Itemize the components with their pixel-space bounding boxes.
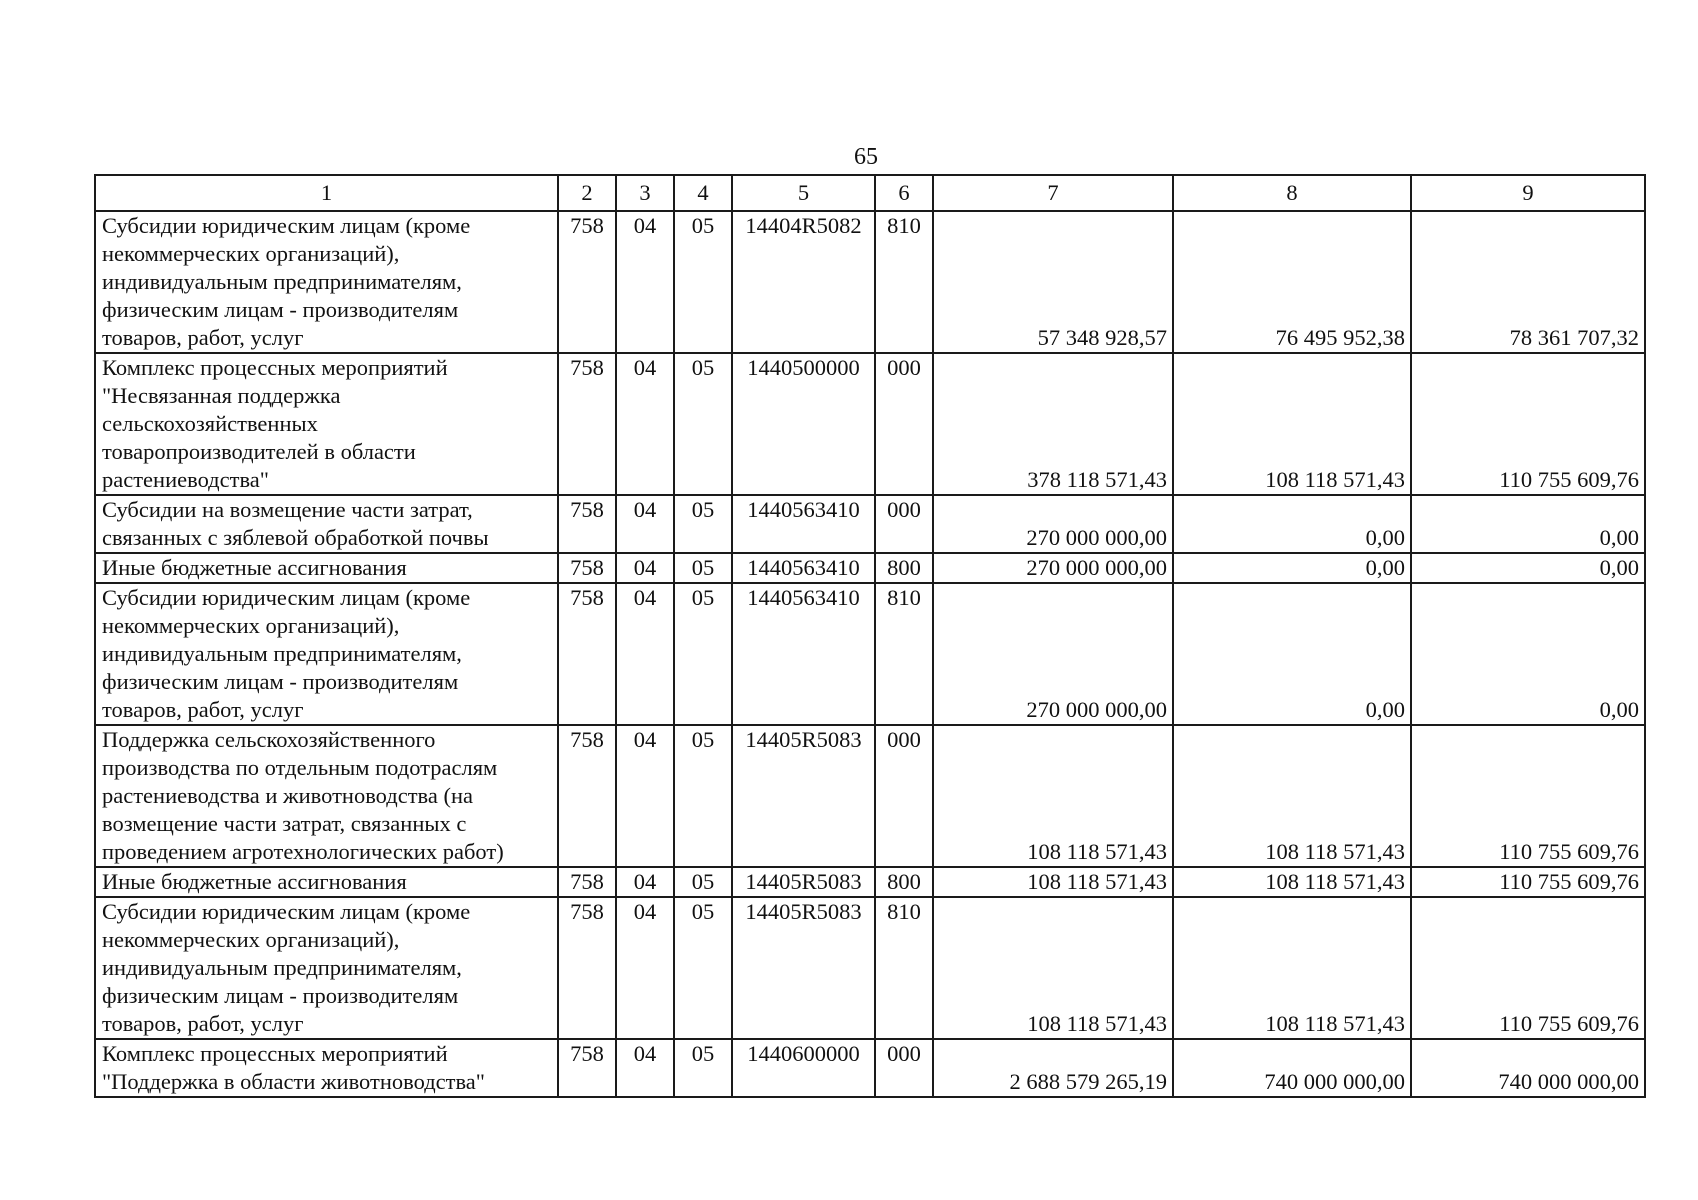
row-col-6: 000 bbox=[875, 495, 933, 553]
row-col-5: 1440563410 bbox=[732, 495, 875, 553]
row-amount-7: 378 118 571,43 bbox=[933, 353, 1173, 495]
row-amount-9: 740 000 000,00 bbox=[1411, 1039, 1645, 1097]
row-amount-8: 108 118 571,43 bbox=[1173, 897, 1411, 1039]
table-row bbox=[95, 1039, 1645, 1097]
row-col-5: 1440563410 bbox=[732, 583, 875, 725]
row-amount-7: 270 000 000,00 bbox=[933, 495, 1173, 553]
header-cell-2: 2 bbox=[558, 175, 616, 211]
header-cell-6: 6 bbox=[875, 175, 933, 211]
row-col-2: 758 bbox=[558, 211, 616, 353]
row-amount-9: 0,00 bbox=[1411, 583, 1645, 725]
row-col-3: 04 bbox=[616, 553, 674, 583]
row-col-4: 05 bbox=[674, 583, 732, 725]
row-amount-8: 108 118 571,43 bbox=[1173, 725, 1411, 867]
table-row bbox=[95, 553, 1645, 583]
row-col-5: 1440500000 bbox=[732, 353, 875, 495]
row-amount-7: 270 000 000,00 bbox=[933, 583, 1173, 725]
row-col-2: 758 bbox=[558, 583, 616, 725]
row-amount-8: 108 118 571,43 bbox=[1173, 867, 1411, 897]
row-col-3: 04 bbox=[616, 725, 674, 867]
row-col-5: 14405R5083 bbox=[732, 867, 875, 897]
row-col-3: 04 bbox=[616, 353, 674, 495]
row-amount-7: 2 688 579 265,19 bbox=[933, 1039, 1173, 1097]
row-col-4: 05 bbox=[674, 897, 732, 1039]
row-col-6: 810 bbox=[875, 583, 933, 725]
row-amount-9: 78 361 707,32 bbox=[1411, 211, 1645, 353]
header-cell-8: 8 bbox=[1173, 175, 1411, 211]
row-col-5: 14405R5083 bbox=[732, 897, 875, 1039]
header-cell-9: 9 bbox=[1411, 175, 1645, 211]
row-col-4: 05 bbox=[674, 553, 732, 583]
table-row bbox=[95, 583, 1645, 725]
row-col-2: 758 bbox=[558, 867, 616, 897]
row-col-5: 14405R5083 bbox=[732, 725, 875, 867]
row-col-6: 810 bbox=[875, 897, 933, 1039]
row-col-3: 04 bbox=[616, 495, 674, 553]
row-col-5: 1440600000 bbox=[732, 1039, 875, 1097]
row-name: Субсидии юридическим лицам (кроме некоммерческих организаций), индивидуальным предпринимателям, физическим лицам - производителям товаров, работ, услуг bbox=[95, 211, 558, 353]
row-col-3: 04 bbox=[616, 1039, 674, 1097]
budget-table bbox=[94, 174, 1646, 1098]
table-row bbox=[95, 725, 1645, 867]
header-cell-7: 7 bbox=[933, 175, 1173, 211]
row-col-2: 758 bbox=[558, 897, 616, 1039]
header-row bbox=[95, 175, 1645, 211]
row-amount-8: 0,00 bbox=[1173, 553, 1411, 583]
row-amount-7: 108 118 571,43 bbox=[933, 867, 1173, 897]
row-amount-8: 740 000 000,00 bbox=[1173, 1039, 1411, 1097]
table-row bbox=[95, 867, 1645, 897]
row-col-6: 800 bbox=[875, 553, 933, 583]
row-amount-7: 108 118 571,43 bbox=[933, 725, 1173, 867]
header-cell-5: 5 bbox=[732, 175, 875, 211]
row-amount-7: 108 118 571,43 bbox=[933, 897, 1173, 1039]
table-row bbox=[95, 353, 1645, 495]
row-col-6: 000 bbox=[875, 353, 933, 495]
row-name: Субсидии юридическим лицам (кроме некоммерческих организаций), индивидуальным предпринимателям, физическим лицам - производителям товаров, работ, услуг bbox=[95, 897, 558, 1039]
row-col-3: 04 bbox=[616, 867, 674, 897]
row-name: Поддержка сельскохозяйственного производства по отдельным подотраслям растениеводства и животноводства (на возмещение части затрат, связанных с проведением агротехнологических работ) bbox=[95, 725, 558, 867]
table-row bbox=[95, 495, 1645, 553]
row-name: Иные бюджетные ассигнования bbox=[95, 867, 558, 897]
row-col-4: 05 bbox=[674, 495, 732, 553]
row-col-4: 05 bbox=[674, 353, 732, 495]
row-col-6: 810 bbox=[875, 211, 933, 353]
row-name: Субсидии на возмещение части затрат, связанных с зяблевой обработкой почвы bbox=[95, 495, 558, 553]
row-col-5: 14404R5082 bbox=[732, 211, 875, 353]
row-col-3: 04 bbox=[616, 897, 674, 1039]
row-amount-8: 0,00 bbox=[1173, 495, 1411, 553]
row-name: Комплекс процессных мероприятий "Поддержка в области животноводства" bbox=[95, 1039, 558, 1097]
row-col-2: 758 bbox=[558, 353, 616, 495]
row-name: Комплекс процессных мероприятий "Несвязанная поддержка сельскохозяйственных товаропроизводителей в области растениеводства" bbox=[95, 353, 558, 495]
row-amount-9: 110 755 609,76 bbox=[1411, 897, 1645, 1039]
row-amount-9: 110 755 609,76 bbox=[1411, 353, 1645, 495]
row-col-4: 05 bbox=[674, 1039, 732, 1097]
row-amount-8: 0,00 bbox=[1173, 583, 1411, 725]
row-col-6: 800 bbox=[875, 867, 933, 897]
row-col-5: 1440563410 bbox=[732, 553, 875, 583]
row-col-4: 05 bbox=[674, 211, 732, 353]
row-amount-7: 57 348 928,57 bbox=[933, 211, 1173, 353]
table-row bbox=[95, 211, 1645, 353]
row-amount-9: 110 755 609,76 bbox=[1411, 725, 1645, 867]
table-row bbox=[95, 897, 1645, 1039]
row-col-2: 758 bbox=[558, 725, 616, 867]
row-name: Иные бюджетные ассигнования bbox=[95, 553, 558, 583]
header-cell-1: 1 bbox=[95, 175, 558, 211]
row-amount-9: 0,00 bbox=[1411, 495, 1645, 553]
row-col-6: 000 bbox=[875, 1039, 933, 1097]
row-col-2: 758 bbox=[558, 553, 616, 583]
row-col-4: 05 bbox=[674, 725, 732, 867]
row-col-6: 000 bbox=[875, 725, 933, 867]
row-name: Субсидии юридическим лицам (кроме некоммерческих организаций), индивидуальным предпринимателям, физическим лицам - производителям товаров, работ, услуг bbox=[95, 583, 558, 725]
row-amount-9: 110 755 609,76 bbox=[1411, 867, 1645, 897]
header-cell-4: 4 bbox=[674, 175, 732, 211]
row-col-3: 04 bbox=[616, 211, 674, 353]
row-col-2: 758 bbox=[558, 1039, 616, 1097]
row-col-4: 05 bbox=[674, 867, 732, 897]
header-cell-3: 3 bbox=[616, 175, 674, 211]
row-col-2: 758 bbox=[558, 495, 616, 553]
page-number: 65 bbox=[854, 144, 878, 170]
row-amount-8: 108 118 571,43 bbox=[1173, 353, 1411, 495]
row-col-3: 04 bbox=[616, 583, 674, 725]
row-amount-8: 76 495 952,38 bbox=[1173, 211, 1411, 353]
row-amount-7: 270 000 000,00 bbox=[933, 553, 1173, 583]
row-amount-9: 0,00 bbox=[1411, 553, 1645, 583]
